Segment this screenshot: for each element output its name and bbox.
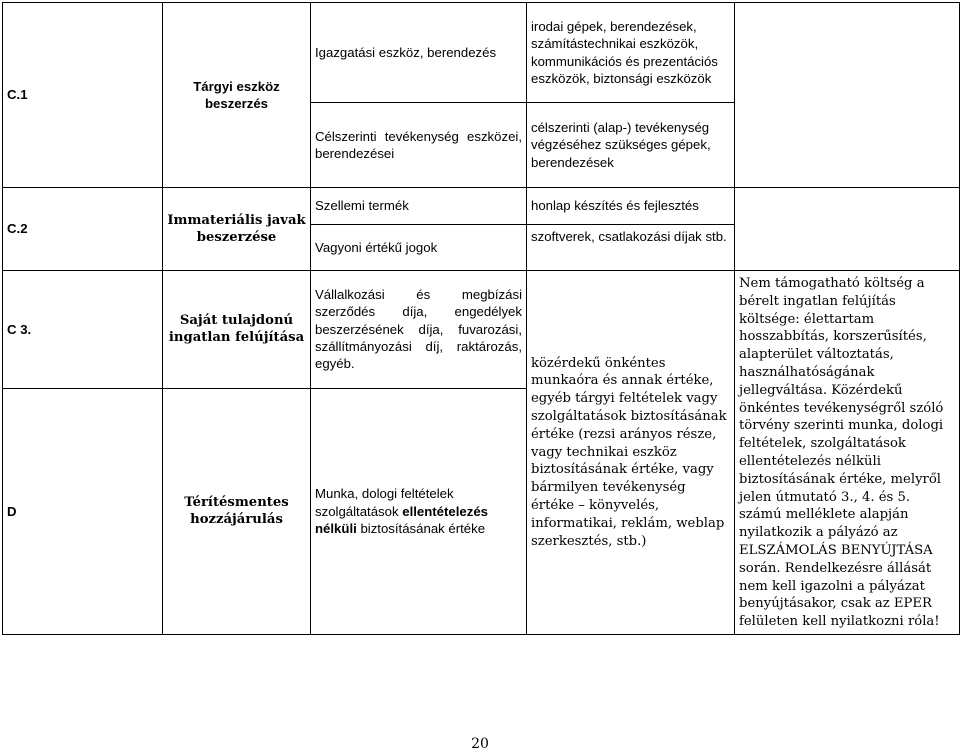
desc-c1-admin: irodai gépek, berendezések, számítástechnikai eszközök, kommunikációs és prezentációs eszközök, biztonsági eszközök — [527, 3, 735, 103]
code-c3: C 3. — [3, 271, 163, 389]
table-row — [3, 188, 960, 225]
ineligible-cost-note — [735, 271, 960, 635]
item-d-bold: ellentételezés nélküli — [315, 503, 488, 536]
note-c3: Nem támogatható költség a bérelt ingatlan felújítás költsége: élettartam hosszabbítás, korszerűsítés, alapterület változtatás, használhatóságának jellegváltása. — [739, 276, 927, 398]
category-c3: Saját tulajdonú ingatlan felújítása — [163, 271, 311, 389]
code-c1: C.1 — [3, 3, 163, 188]
page-number: 20 — [471, 736, 489, 752]
desc-c2-rights: szoftverek, csatlakozási díjak stb. — [527, 225, 735, 271]
category-c2: Immateriális javak beszerzése — [163, 188, 311, 271]
item-c1-purpose: Célszerinti tevékenység eszközei, berendezései — [311, 103, 527, 188]
table-row — [3, 271, 960, 389]
cost-category-table — [2, 2, 960, 635]
empty-cell — [735, 3, 960, 188]
desc-d: közérdekű önkéntes munkaóra és annak értéke, egyéb tárgyi feltételek vagy szolgáltatások biztosításának értéke (rezsi arányos része, vagy technikai eszköz biztosításának értéke, vagy bármilyen tevékenység értéke – könyvelés, informatikai, reklám, weblap szerkesztés, stb.) — [527, 271, 735, 635]
code-d: D — [3, 388, 163, 634]
item-d-text-1: Munka, dologi feltételek szolgáltatások — [315, 486, 454, 519]
desc-c2-intellectual: honlap készítés és fejlesztés — [527, 188, 735, 225]
item-c2-rights: Vagyoni értékű jogok — [311, 225, 527, 271]
desc-c1-purpose: célszerinti (alap-) tevékenység végzéséhez szükséges gépek, berendezések — [527, 103, 735, 188]
code-c2: C.2 — [3, 188, 163, 271]
empty-cell — [735, 188, 960, 271]
note-d: Közérdekű önkéntes tevékenységről szóló törvény szerinti munka, dologi feltételek, szolgáltatások ellentételezés nélküli biztosításának értéke, melyről jelen útmutató 3., 4. és 5. számú melléklete alapján nyilatkozik a pályázó az ELSZÁMOLÁS BENYÚJTÁSA során. Rendelkezésre állását nem kell igazolni a pályázat benyújtásakor, csak az EPER felületen kell nyilatkozni róla! — [739, 382, 944, 630]
item-d-text-2: biztosításának értéke — [356, 521, 486, 536]
item-c2-intellectual: Szellemi termék — [311, 188, 527, 225]
category-d: Térítésmentes hozzájárulás — [163, 388, 311, 634]
item-c1-admin: Igazgatási eszköz, berendezés — [311, 3, 527, 103]
item-c3: Vállalkozási és megbízási szerződés díja, engedélyek beszerzésének díja, fuvarozási, szállítmányozási díj, raktározás, egyéb. — [311, 271, 527, 389]
table-row — [3, 3, 960, 103]
item-d — [311, 388, 527, 634]
category-c1: Tárgyi eszköz beszerzés — [163, 3, 311, 188]
